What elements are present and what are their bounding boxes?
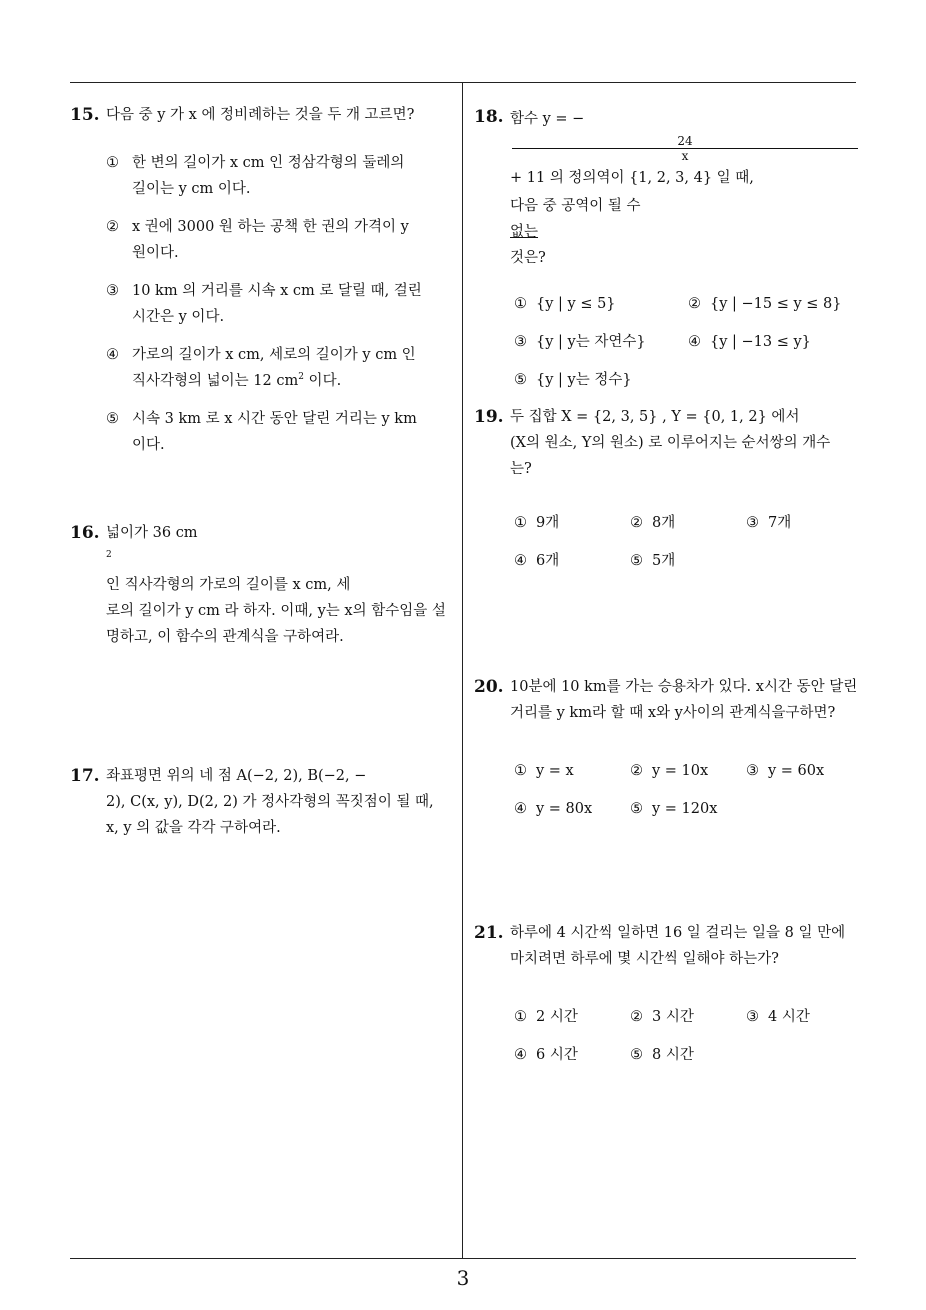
question-16 bbox=[70, 520, 455, 650]
question-stem: 넓이가 36 cm $^2$ 인 직사각형의 가로의 길이를 x cm, 세 로의 길이가 y cm 라 하자. 이때, y는 x의 함수임을 설 명하고, 이 함수의 관계식을 구하여라. bbox=[106, 525, 446, 645]
fraction: 24 x bbox=[512, 134, 858, 163]
option-3[interactable]: ③ {y | y는 자연수} bbox=[514, 334, 646, 350]
question-20 bbox=[474, 674, 860, 822]
option-5[interactable]: ⑤ y = 120x bbox=[630, 801, 718, 817]
option-5[interactable]: ⑤ 5개 bbox=[630, 553, 676, 569]
option-1[interactable]: ① 2 시간 bbox=[514, 1009, 578, 1025]
option-4[interactable]: ④ {y | −13 ≤ y} bbox=[688, 334, 811, 350]
question-number: 17. bbox=[70, 766, 100, 786]
option-1[interactable]: ① {y | y ≤ 5} bbox=[514, 296, 616, 312]
question-18 bbox=[474, 104, 860, 391]
option-grid bbox=[514, 758, 860, 822]
question-stem: 10분에 10 km를 가는 승용차가 있다. x시간 동안 달린 거리를 y km라 할 때 x와 y사이의 관계식을구하면? bbox=[510, 679, 858, 721]
option-marker: ① bbox=[106, 155, 119, 171]
option-2[interactable]: ② 3 시간 bbox=[630, 1009, 694, 1025]
option-4[interactable]: ④ 가로의 길이가 x cm, 세로의 길이가 y cm 인 직사각형의 넓이는 12 $cm^2$ 이다. bbox=[106, 342, 455, 394]
question-number: 21. bbox=[474, 923, 504, 943]
option-3[interactable]: ③ 10 km 의 거리를 시속 x cm 로 달릴 때, 걸린 시간은 y 이다. bbox=[106, 278, 455, 330]
option-4[interactable]: ④ y = 80x bbox=[514, 801, 593, 817]
option-grid bbox=[514, 1004, 860, 1068]
option-1[interactable]: ① 한 변의 길이가 x cm 인 정삼각형의 둘레의 길이는 y cm 이다. bbox=[106, 150, 455, 202]
option-marker: ④ bbox=[106, 347, 119, 363]
question-number: 18. bbox=[474, 107, 504, 127]
option-5[interactable]: ⑤ 8 시간 bbox=[630, 1047, 694, 1063]
question-stem: 함수 y = − 24 x + 11 의 정의역이 {1, 2, 3, 4} 일 때, 다음 중 공역이 될 수 없는 것은? bbox=[510, 104, 860, 271]
question-number: 15. bbox=[70, 105, 100, 125]
option-3[interactable]: ③ y = 60x bbox=[746, 763, 825, 779]
question-stem: 다음 중 y 가 x 에 정비례하는 것을 두 개 고르면? bbox=[106, 107, 415, 123]
option-3[interactable]: ③ 7개 bbox=[746, 515, 792, 531]
option-3[interactable]: ③ 4 시간 bbox=[746, 1009, 810, 1025]
question-stem: 좌표평면 위의 네 점 A(−2, 2), B(−2, − 2), C(x, y), D(2, 2) 가 정사각형의 꼭짓점이 될 때, x, y 의 값을 각각 구하여라. bbox=[106, 768, 434, 836]
question-number: 19. bbox=[474, 407, 504, 427]
column-divider bbox=[462, 82, 463, 1258]
option-2[interactable]: ② {y | −15 ≤ y ≤ 8} bbox=[688, 296, 842, 312]
option-2[interactable]: ② x 권에 3000 원 하는 공책 한 권의 가격이 y 원이다. bbox=[106, 214, 455, 266]
question-stem: 하루에 4 시간씩 일하면 16 일 걸리는 일을 8 일 만에 마치려면 하루에 몇 시간씩 일해야 하는가? bbox=[510, 925, 846, 967]
question-15 bbox=[70, 102, 455, 470]
option-marker: ⑤ bbox=[106, 411, 119, 427]
question-19 bbox=[474, 404, 860, 574]
option-5[interactable]: ⑤ 시속 3 km 로 x 시간 동안 달린 거리는 y km 이다. bbox=[106, 406, 455, 458]
option-5[interactable]: ⑤ {y | y는 정수} bbox=[514, 372, 632, 388]
option-4[interactable]: ④ 6개 bbox=[514, 553, 560, 569]
option-marker: ③ bbox=[106, 283, 119, 299]
option-1[interactable]: ① 9개 bbox=[514, 515, 560, 531]
question-number: 16. bbox=[70, 523, 100, 543]
option-2[interactable]: ② y = 10x bbox=[630, 763, 709, 779]
option-2[interactable]: ② 8개 bbox=[630, 515, 676, 531]
top-rule bbox=[70, 82, 856, 83]
question-17 bbox=[70, 763, 455, 841]
option-grid bbox=[514, 510, 860, 574]
option-list bbox=[106, 150, 455, 458]
option-4[interactable]: ④ 6 시간 bbox=[514, 1047, 578, 1063]
question-stem: 두 집합 X = {2, 3, 5} , Y = {0, 1, 2} 에서 (X의 원소, Y의 원소) 로 이루어지는 순서쌍의 개수 는? bbox=[510, 409, 831, 477]
bottom-rule bbox=[70, 1258, 856, 1259]
option-1[interactable]: ① y = x bbox=[514, 763, 574, 779]
page-number: 3 bbox=[456, 1266, 470, 1290]
question-number: 20. bbox=[474, 677, 504, 697]
question-21 bbox=[474, 920, 860, 1068]
option-marker: ② bbox=[106, 219, 119, 235]
option-grid bbox=[514, 291, 860, 391]
